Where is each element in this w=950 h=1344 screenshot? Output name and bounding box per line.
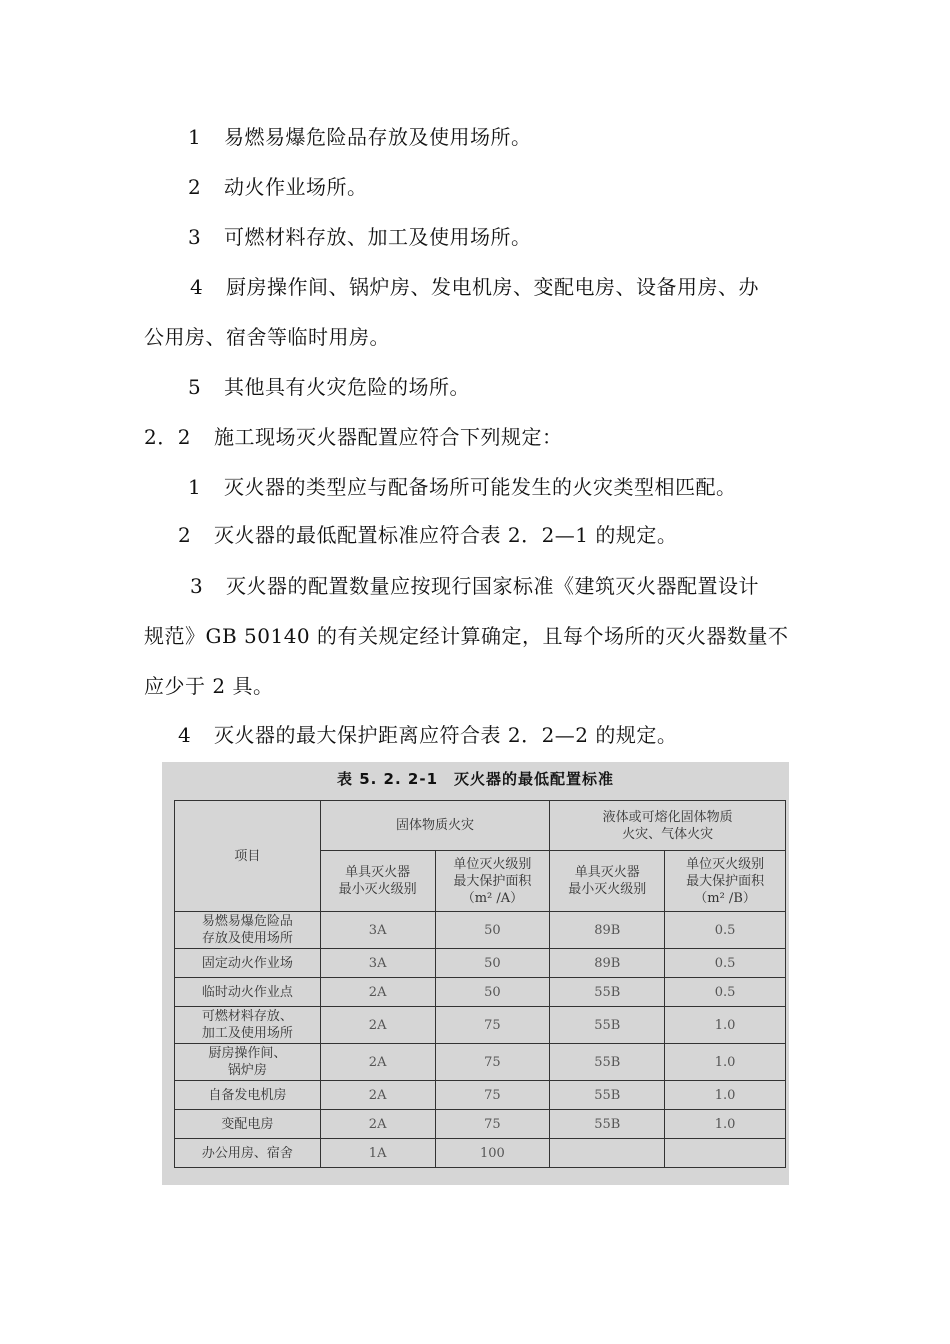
header-sub-c: 单具灭火器 最小灭火级别 xyxy=(550,851,665,912)
table-row: 办公用房、宿舍 1A 100 xyxy=(175,1139,786,1168)
header-sub-d: 单位灭火级别 最大保护面积 （m² /B） xyxy=(665,851,786,912)
table-scan-image xyxy=(162,762,789,1185)
list-item-4-continued: 公用房、宿舍等临时用房。 xyxy=(144,325,390,349)
rule-1: 1 灭火器的类型应与配备场所可能发生的火灾类型相匹配。 xyxy=(188,475,737,499)
section-heading: 2．2 施工现场灭火器配置应符合下列规定： xyxy=(144,425,563,449)
header-sub-b: 单位灭火级别 最大保护面积 （m² /A） xyxy=(435,851,550,912)
list-item-2: 2 动火作业场所。 xyxy=(188,175,368,199)
header-group-liquid: 液体或可熔化固体物质 火灾、气体火灾 xyxy=(550,801,786,851)
list-item-5: 5 其他具有火灾危险的场所。 xyxy=(188,375,470,399)
table-row: 可燃材料存放、 加工及使用场所 2A 75 55B 1.0 xyxy=(175,1007,786,1044)
table-row: 变配电房 2A 75 55B 1.0 xyxy=(175,1110,786,1139)
table-title: 表 5. 2. 2-1 灭火器的最低配置标准 xyxy=(336,770,615,788)
header-item: 项目 xyxy=(175,801,321,912)
fire-extinguisher-table xyxy=(174,800,786,1168)
table-row: 临时动火作业点 2A 50 55B 0.5 xyxy=(175,978,786,1007)
list-item-1: 1 易燃易爆危险品存放及使用场所。 xyxy=(188,125,532,149)
rule-3-continued-1: 规范》GB 50140 的有关规定经计算确定，且每个场所的灭火器数量不 xyxy=(144,624,789,648)
rule-3-continued-2: 应少于 2 具。 xyxy=(144,674,274,698)
header-group-solid: 固体物质火灾 xyxy=(320,801,550,851)
list-item-3: 3 可燃材料存放、加工及使用场所。 xyxy=(188,225,532,249)
table-row: 自备发电机房 2A 75 55B 1.0 xyxy=(175,1081,786,1110)
table-row: 厨房操作间、 锅炉房 2A 75 55B 1.0 xyxy=(175,1044,786,1081)
list-item-4: 4 厨房操作间、锅炉房、发电机房、变配电房、设备用房、办 xyxy=(190,275,759,299)
table-row: 易燃易爆危险品 存放及使用场所 3A 50 89B 0.5 xyxy=(175,912,786,949)
table-row: 固定动火作业场 3A 50 89B 0.5 xyxy=(175,949,786,978)
rule-3: 3 灭火器的配置数量应按现行国家标准《建筑灭火器配置设计 xyxy=(190,574,759,598)
table-header-row-1 xyxy=(175,801,786,851)
rule-2: 2 灭火器的最低配置标准应符合表 2．2—1 的规定。 xyxy=(178,523,678,547)
header-sub-a: 单具灭火器 最小灭火级别 xyxy=(320,851,435,912)
rule-4: 4 灭火器的最大保护距离应符合表 2．2—2 的规定。 xyxy=(178,723,678,747)
